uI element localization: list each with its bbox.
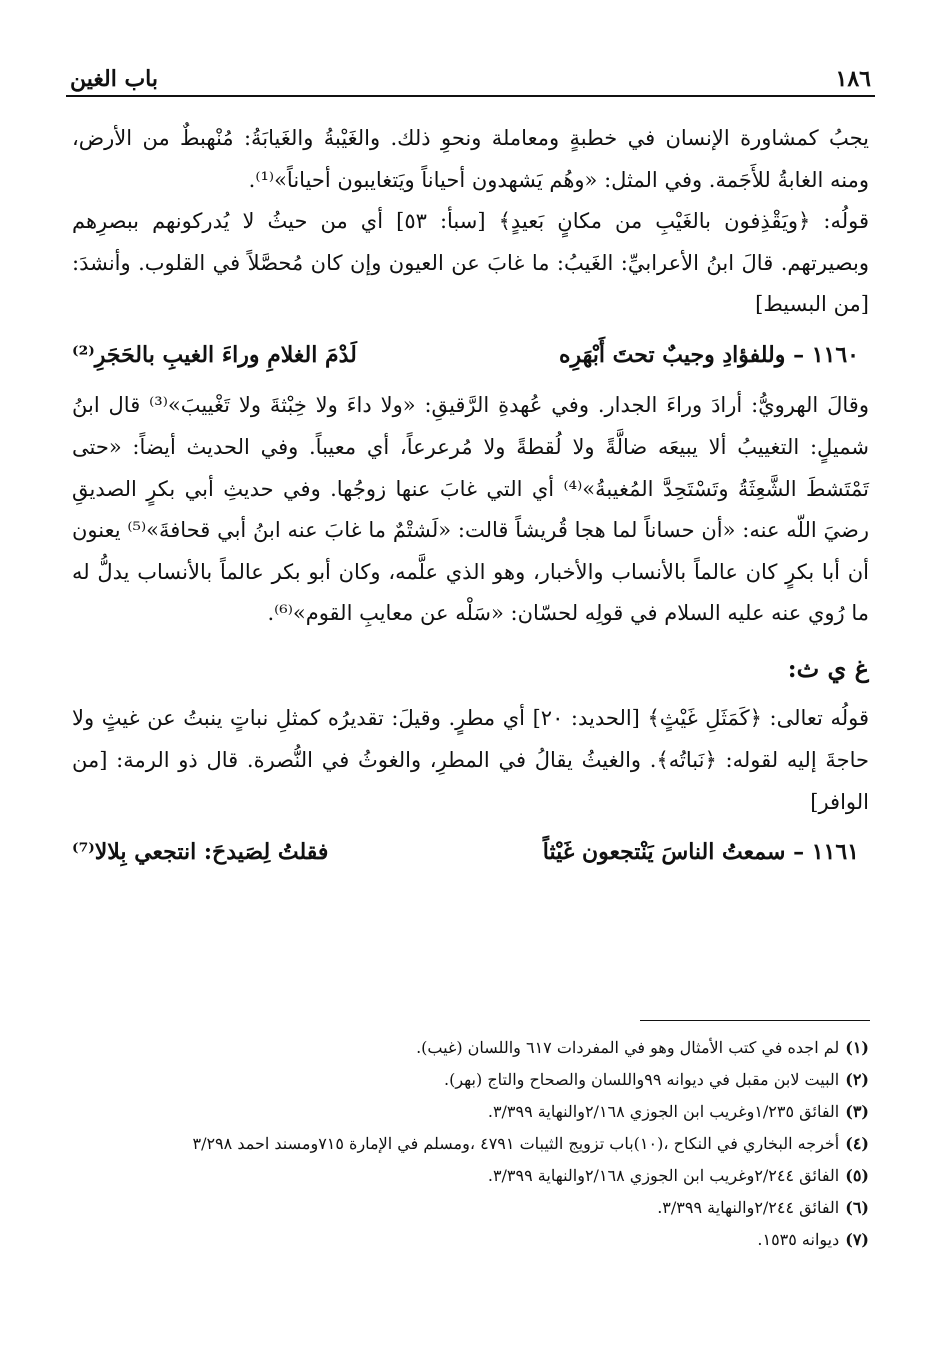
- page-number: ١٨٦: [835, 66, 871, 92]
- footnote: (٥)الفائق ٢/٢٤٤وغريب ابن الجوزي ٢/١٦٨والنهاية ٣/٣٩٩.: [487, 1166, 869, 1185]
- footnote: (٢)البيت لابن مقبل في ديوانه ٩٩واللسان والصحاح والتاج (بهر).: [444, 1070, 869, 1089]
- verse-1161: [72, 827, 869, 879]
- verse-number: ١١٦١ –: [793, 839, 859, 866]
- verse-number: ١١٦٠ –: [793, 341, 859, 368]
- section-heading: غ ي ث:: [787, 653, 869, 683]
- header-divider: [66, 95, 875, 97]
- footnote: (٣)الفائق ١/٢٣٥وغريب ابن الجوزي ٢/١٦٨والنهاية ٣/٣٩٩.: [487, 1102, 869, 1121]
- paragraph: وقالَ الهرويُّ: أرادَ وراءَ الجدار. وفي عُهدةِ الرَّقيقِ: «ولا داءَ ولا خِبْثةَ ولا تَغْييبَ»⁽³⁾ قال ابنُ شميلٍ: التغييبُ ألا يبيعَه ضالَّةً ولا لُقطةً ولا مُرعرعاً، أي معيباً. وفي الحديث أيضاً: «حتى تَمْتَشطَ الشَّعِثَةُ وتَسْتَحِدَّ المُغيبةُ»⁽⁴⁾ أي التي غابَ عنها زوجُها. وفي حديثِ أبي بكرٍ الصديقِ رضيَ اللّه عنه: «أن حساناً لما هجا قُريشاً قالت: «لَشتْمٌ ما غابَ عنه ابنُ أبي قحافةَ»⁽⁵⁾ يعنون أن أبا بكرٍ كان عالماً بالأنساب والأخبار، وهو الذي علَّمه، وكان أبو بكر عالماً بالأنساب يدلُّ له ما رُوي عنه عليه السلام في قولِه لحسّان: «سَلْه عن معايبِ القوم»⁽⁶⁾.: [72, 393, 870, 626]
- footnote-divider: [640, 1020, 870, 1021]
- footnote: (١)لم اجده في كتب الأمثال وهو في المفردات ٦١٧ واللسان (غيب).: [416, 1038, 869, 1057]
- verse-second-hemistich: لَدْمَ الغلامِ وراءَ الغيبِ بالحَجَرِ⁽²⁾: [72, 341, 357, 368]
- verse-second-hemistich: فقلتُ لِصَيدحَ: انتجعي بِلالا⁽⁷⁾: [72, 839, 329, 866]
- paragraph: يجبُ كمشاورة الإنسان في خطبةٍ ومعاملة ونحوِ ذلك. والغَيْبةُ والغَيابَةُ: مُنْهبطٌ من الأرض، ومنه الغابةُ للأَجَمة. وفي المثل: «وهُم يَشهدون أحياناً ويَتغايبون أحياناً»⁽¹⁾.: [72, 126, 869, 192]
- footnote: (٤)أخرجه البخاري في النكاح ،(١٠)باب تزويج الثيبات ٤٧٩١ ،ومسلم في الإمارة ٧١٥ومسند احمد ٣/٢٩٨: [192, 1134, 869, 1153]
- chapter-title: باب الغين: [70, 66, 159, 92]
- footnotes: [95, 1032, 869, 1256]
- paragraph: قولُه تعالى: ﴿كَمَثَلِ غَيْثٍ﴾ [الحديد: ٢٠] أي مطرٍ. وقيلَ: تقديرُه كمثلِ نباتٍ ينبتُ عن غيثٍ ولا حاجةَ إليه لقوله: ﴿نَباتُه﴾. والغيثُ يقالُ في المطرِ، والغوثُ في النُّصرة. قال ذو الرمة: [من الوافر]: [72, 706, 869, 814]
- verse-first-hemistich: سمعتُ الناسَ يَنْتجعون غَيْثاً: [542, 839, 786, 866]
- footnote: (٦)الفائق ٢/٢٤٤والنهاية ٣/٣٩٩.: [657, 1198, 869, 1217]
- verse-1160: [72, 330, 869, 382]
- main-text: [72, 118, 869, 883]
- footnote: (٧)ديوانه ١٥٣٥.: [757, 1230, 869, 1249]
- page-header: [70, 52, 871, 92]
- paragraph: قولُه: ﴿ويَقْذِفون بالغَيْبِ من مكانٍ بَعيدٍ﴾ [سبأ: ٥٣] أي من حيثُ لا يُدركونهم ببصرِهم وبصيرتهم. قالَ ابنُ الأعرابيِّ: الغَيبُ: ما غابَ عن العيون وإن كان مُحصَّلاً في القلوب. وأنشدَ: [من البسيط]: [72, 209, 869, 317]
- verse-first-hemistich: وللفؤادِ وجيبٌ تحتَ أَبْهَرِه: [558, 341, 786, 368]
